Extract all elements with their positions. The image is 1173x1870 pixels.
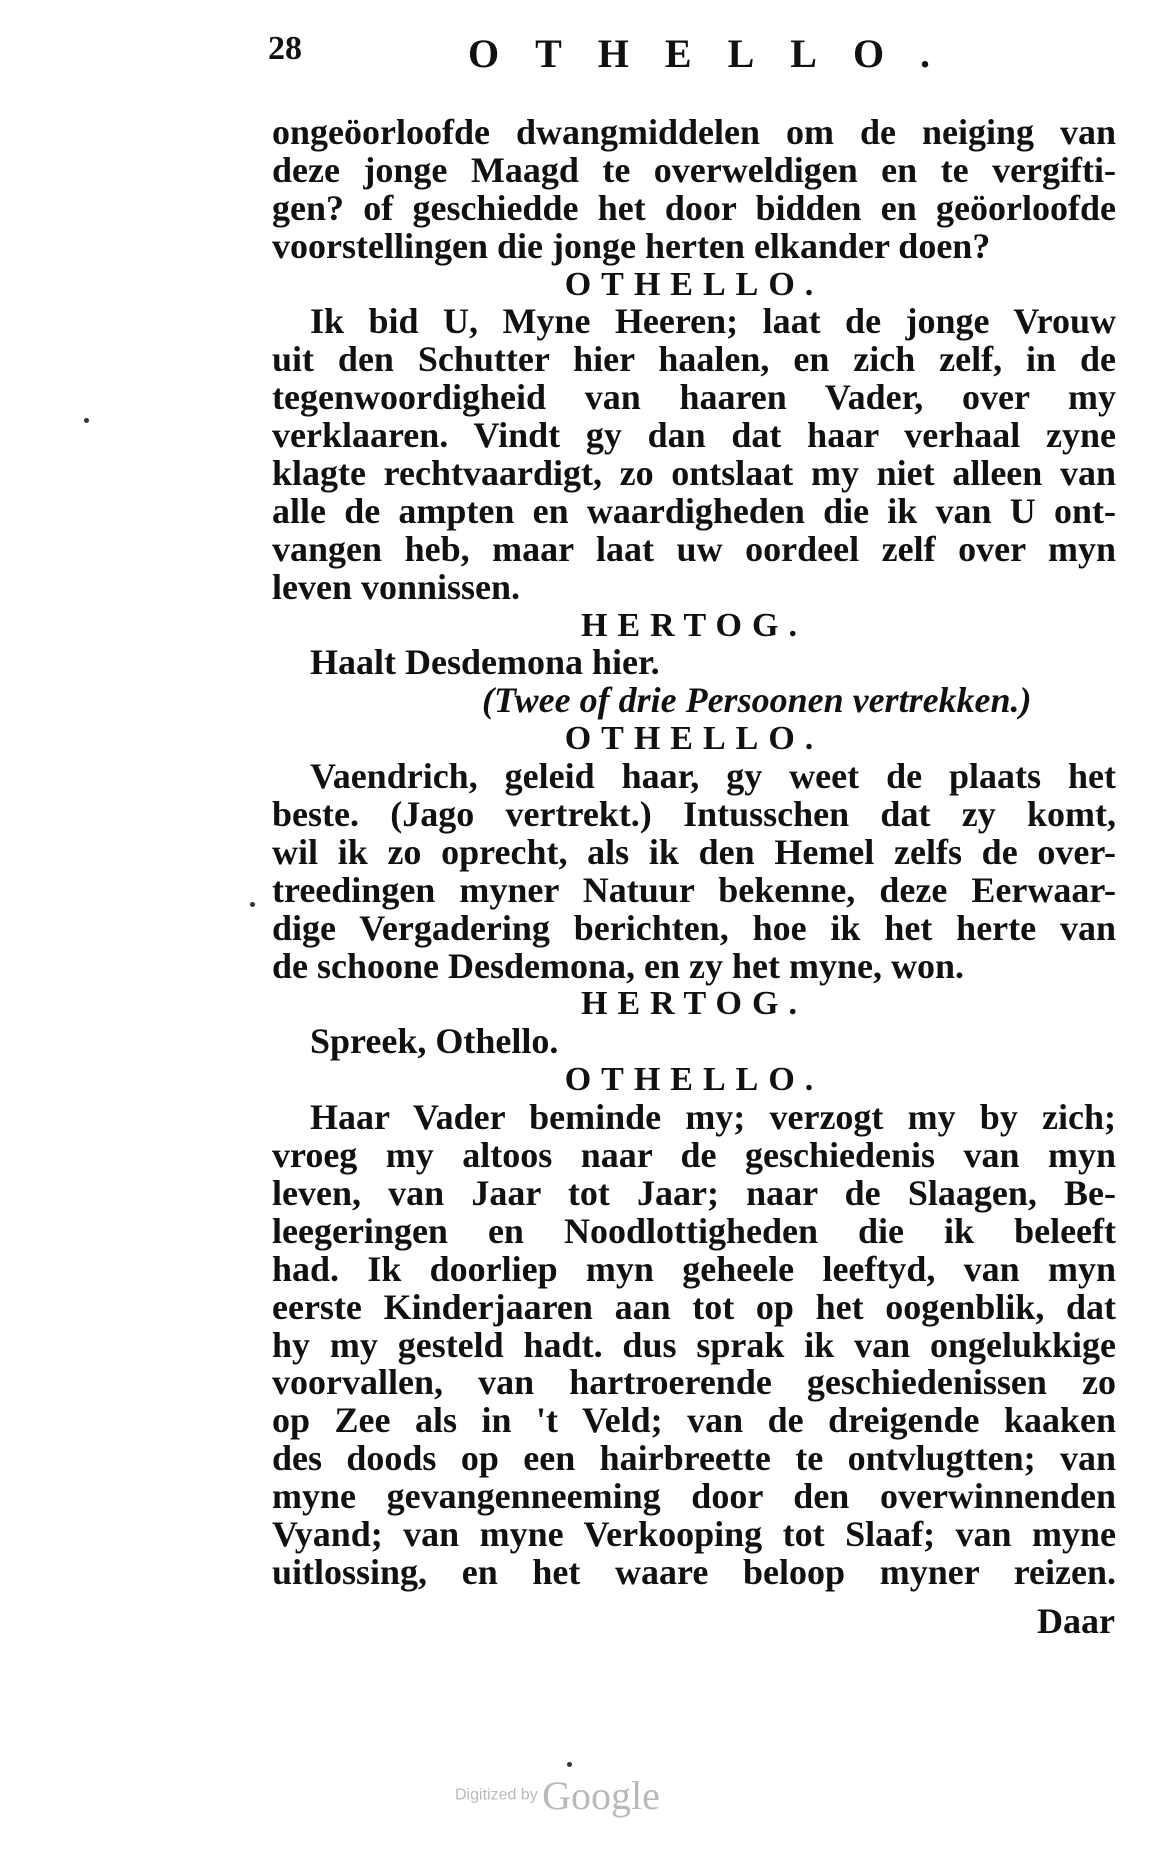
text-line: Haalt Desdemona hier. xyxy=(310,642,660,683)
text-line: leegeringen en Noodlottigheden die ik beleeft xyxy=(272,1210,1116,1251)
text-line: uit den Schutter hier haalen, en zich zelf, in de xyxy=(272,339,1116,380)
text-line: Vaendrich, geleid haar, gy weet de plaats het xyxy=(310,756,1116,797)
ink-speck xyxy=(84,418,89,423)
catchword: Daar xyxy=(1037,1601,1115,1641)
text-line: uitlossing, en het waare beloop myner reizen. xyxy=(272,1551,1116,1592)
page-header xyxy=(268,30,1118,80)
text-line: Vyand; van myne Verkooping tot Slaaf; van myne xyxy=(272,1513,1116,1554)
text-line: tegenwoordigheid van haaren Vader, over my xyxy=(272,377,1116,418)
text-line: dige Vergadering berichten, hoe ik het herte van xyxy=(272,907,1116,948)
text-line: klagte rechtvaardigt, zo ontslaat my niet alleen van xyxy=(272,453,1116,494)
text-line: vangen heb, maar laat uw oordeel zelf over myn xyxy=(272,528,1116,569)
text-line: ongeöorloofde dwangmiddelen om de neiging van xyxy=(272,112,1116,152)
page-number: 28 xyxy=(268,30,302,67)
text-line: had. Ik doorliep myn geheele leeftyd, van myn xyxy=(272,1248,1116,1289)
text-line: myne gevangenneeming door den overwinnenden xyxy=(272,1476,1116,1517)
text-line: voorstellingen die jonge herten elkander doen? xyxy=(272,225,991,266)
text-line: eerste Kinderjaaren aan tot op het oogenblik, dat xyxy=(272,1286,1116,1327)
digitized-by-label: Digitized by xyxy=(455,1786,538,1804)
text-line: beste. (Jago vertrekt.) Intusschen dat zy komt, xyxy=(272,794,1116,835)
text-line: vroeg my altoos naar de geschiedenis van myn xyxy=(272,1135,1116,1176)
text-line: verklaaren. Vindt gy dan dat haar verhaal zyne xyxy=(272,415,1116,456)
running-title: OTHELLO. xyxy=(468,31,967,76)
body-text xyxy=(272,114,1116,1592)
text-line: leven, van Jaar tot Jaar; naar de Slaagen, Be- xyxy=(272,1172,1116,1213)
ink-speck xyxy=(567,1762,572,1767)
text-line: gen? of geschiedde het door bidden en geöorloofde xyxy=(272,187,1116,228)
speaker-heading: OTHELLO. xyxy=(564,1061,824,1099)
text-line: voorvallen, van hartroerende geschiedenissen zo xyxy=(272,1362,1116,1403)
speaker-heading: OTHELLO. xyxy=(564,720,824,758)
text-line: deze jonge Maagd te overweldigen en te vergifti- xyxy=(272,149,1116,190)
text-line: op Zee als in 't Veld; van de dreigende kaaken xyxy=(272,1400,1116,1441)
google-logo: Google xyxy=(542,1773,660,1818)
digitization-watermark xyxy=(455,1772,660,1819)
text-line: alle de ampten en waardigheden die ik van U ont- xyxy=(272,490,1116,531)
speaker-heading: HERTOG. xyxy=(581,985,807,1023)
text-line: wil ik zo oprecht, als ik den Hemel zelfs de over- xyxy=(272,831,1116,872)
text-line: treedingen myner Natuur bekenne, deze Eerwaar- xyxy=(272,869,1116,910)
stage-direction: (Twee of drie Persoonen vertrekken.) xyxy=(482,680,1032,721)
text-line: Ik bid U, Myne Heeren; laat de jonge Vrouw xyxy=(310,301,1116,342)
text-line: Spreek, Othello. xyxy=(310,1021,559,1062)
text-line: des doods op een hairbreette te ontvlugtten; van xyxy=(272,1438,1116,1479)
speaker-heading: OTHELLO. xyxy=(564,265,824,303)
speaker-heading: HERTOG. xyxy=(581,606,807,644)
text-line: leven vonnissen. xyxy=(272,566,521,607)
ink-speck xyxy=(250,902,255,907)
text-line: hy my gesteld hadt. dus sprak ik van ongelukkige xyxy=(272,1324,1116,1365)
text-line: Haar Vader beminde my; verzogt my by zich; xyxy=(310,1097,1116,1138)
text-line: de schoone Desdemona, en zy het myne, won. xyxy=(272,945,964,986)
